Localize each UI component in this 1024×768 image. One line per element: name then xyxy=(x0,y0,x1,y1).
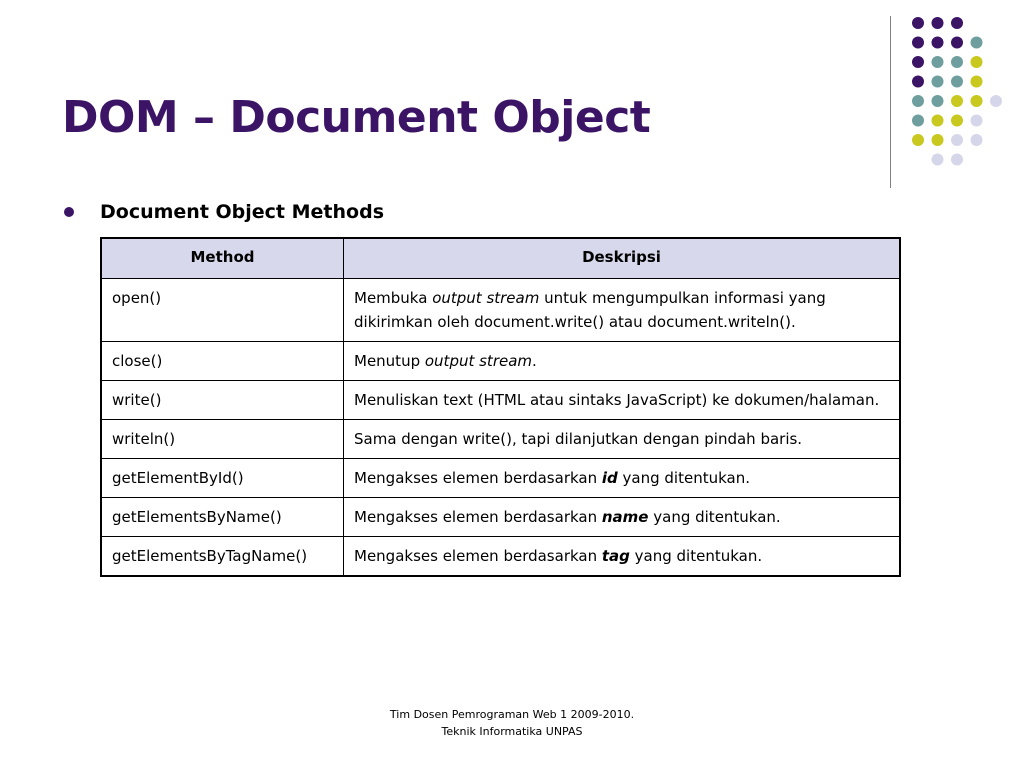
decorative-dot xyxy=(932,134,944,146)
table-row xyxy=(101,342,900,381)
decorative-dot xyxy=(951,37,963,49)
description-text: Mengakses elemen berdasarkan xyxy=(354,547,602,565)
header-method: Method xyxy=(101,238,344,279)
decorative-dot xyxy=(912,56,924,68)
decorative-dot xyxy=(932,37,944,49)
description-cell xyxy=(344,459,901,498)
methods-table xyxy=(100,237,901,577)
table-row xyxy=(101,381,900,420)
decorative-dot xyxy=(912,115,924,127)
table-row xyxy=(101,279,900,342)
method-cell: getElementsByName() xyxy=(101,498,344,537)
bullet-dot-icon xyxy=(64,207,74,217)
method-cell: getElementById() xyxy=(101,459,344,498)
method-cell: getElementsByTagName() xyxy=(101,537,344,577)
decorative-dot xyxy=(951,95,963,107)
decorative-dot xyxy=(912,37,924,49)
decorative-dot xyxy=(932,17,944,29)
description-text: output stream xyxy=(432,289,540,307)
decorative-dot xyxy=(932,76,944,88)
description-text: Menuliskan text (HTML atau sintaks JavaScript) ke dokumen/halaman. xyxy=(354,391,880,409)
method-cell: open() xyxy=(101,279,344,342)
description-text: untuk mengumpulkan informasi yang dikirimkan oleh document.write() atau document.writeln(). xyxy=(354,289,826,331)
decorative-dot xyxy=(951,115,963,127)
table-body xyxy=(101,279,900,577)
table-row xyxy=(101,459,900,498)
decorative-dot xyxy=(912,134,924,146)
description-cell xyxy=(344,342,901,381)
method-cell: close() xyxy=(101,342,344,381)
decorative-dot xyxy=(932,115,944,127)
decorative-dot xyxy=(951,154,963,166)
decorative-dot xyxy=(951,56,963,68)
description-cell xyxy=(344,279,901,342)
description-text: tag xyxy=(601,547,630,565)
method-cell: writeln() xyxy=(101,420,344,459)
decorative-dot xyxy=(971,37,983,49)
decorative-dot xyxy=(951,17,963,29)
table-row xyxy=(101,498,900,537)
description-text: Sama dengan write(), tapi dilanjutkan dengan pindah baris. xyxy=(354,430,803,448)
vertical-divider xyxy=(890,16,891,188)
bullet-text: Document Object Methods xyxy=(100,201,384,223)
slide-title: DOM – Document Object xyxy=(62,92,651,143)
decorative-dot xyxy=(932,95,944,107)
description-text: Membuka xyxy=(354,289,433,307)
decorative-dot xyxy=(951,76,963,88)
decorative-dot xyxy=(912,17,924,29)
footer-line-1: Tim Dosen Pemrograman Web 1 2009-2010. xyxy=(389,708,635,721)
decorative-dot xyxy=(932,56,944,68)
table-header-row xyxy=(101,238,900,279)
decorative-dot xyxy=(990,95,1002,107)
description-text: yang ditentukan. xyxy=(617,469,750,487)
description-text: name xyxy=(601,508,649,526)
table-row xyxy=(101,420,900,459)
decorative-dot xyxy=(971,134,983,146)
decorative-dot xyxy=(971,115,983,127)
description-text: id xyxy=(601,469,618,487)
description-cell xyxy=(344,537,901,577)
decorative-dot xyxy=(951,134,963,146)
description-cell xyxy=(344,498,901,537)
decorative-dot xyxy=(912,76,924,88)
description-text: Mengakses elemen berdasarkan xyxy=(354,508,602,526)
description-text: yang ditentukan. xyxy=(648,508,781,526)
decorative-dot xyxy=(912,95,924,107)
footer xyxy=(312,706,712,740)
description-text: yang ditentukan. xyxy=(629,547,763,565)
header-description: Deskripsi xyxy=(344,238,901,279)
bullet-item xyxy=(64,201,384,223)
decorative-dot xyxy=(971,95,983,107)
description-cell xyxy=(344,381,901,420)
method-cell: write() xyxy=(101,381,344,420)
description-text: . xyxy=(532,352,537,370)
decorative-dot xyxy=(971,76,983,88)
description-text: output stream xyxy=(424,352,533,370)
description-cell xyxy=(344,420,901,459)
footer-line-2: Teknik Informatika UNPAS xyxy=(441,725,583,738)
decorative-dot xyxy=(932,154,944,166)
table-row xyxy=(101,537,900,577)
description-text: Menutup xyxy=(354,352,425,370)
description-text: Mengakses elemen berdasarkan xyxy=(354,469,602,487)
decorative-dot xyxy=(971,56,983,68)
